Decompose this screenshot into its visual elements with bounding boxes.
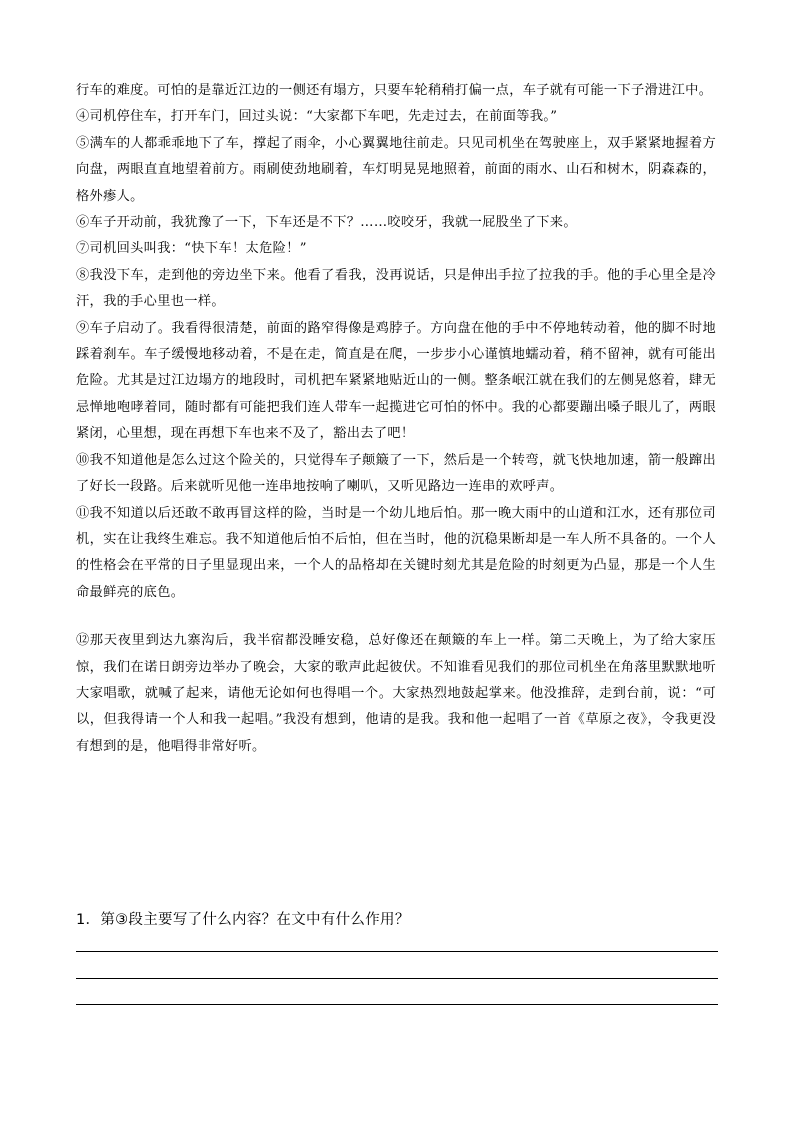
- passage: [76, 78, 716, 760]
- answer-line[interactable]: [76, 978, 718, 979]
- paragraph-8: ⑧我没下车，走到他的旁边坐下来。他看了看我，没再说话，只是伸出手拉了拉我的手。他的手心里全是冷汗，我的手心里也一样。: [76, 267, 716, 310]
- paragraph-spacer: [76, 606, 716, 628]
- answer-line[interactable]: [76, 951, 718, 952]
- paragraph-9: ⑨车子启动了。我看得很清楚，前面的路窄得像是鸡脖子。方向盘在他的手中不停地转动着，他的脚不时地踩着刹车。车子缓慢地移动着，不是在走，简直是在爬，一步步小心谨慎地蠕动着，稍不留神，就有可能出危险。尤其是过江边塌方的地段时，司机把车紧紧地贴近山的一侧。整条岷江就在我们的左侧晃悠着，肆无忌惮地咆哮着同，随时都有可能把我们连人带车一起揽进它可怕的怀中。我的心都要蹦出嗓子眼儿了，两眼紧闭，心里想，现在再想下车也来不及了，豁出去了吧！: [76, 320, 716, 442]
- paragraph-11: ⑪我不知道以后还敢不敢再冒这样的险，当时是一个幼儿地后怕。那一晚大雨中的山道和江水，还有那位司机，实在让我终生难忘。我不知道他后怕不后怕，但在当时，他的沉稳果断却是一车人所不具备的。一个人的性格会在平常的日子里显现出来，一个人的品格却在关键时刻尤其是危险的时刻更为凸显，那是一个人生命最鲜亮的底色。: [76, 505, 716, 600]
- paragraph-5: ⑤满车的人都乖乖地下了车，撑起了雨伞，小心翼翼地往前走。只见司机坐在驾驶座上，双手紧紧地握着方向盘，两眼直直地望着前方。雨刷使劲地刷着，车灯明晃晃地照着，前面的雨水、山石和树木，阴森森的，格外瘆人。: [76, 135, 716, 204]
- answer-line[interactable]: [76, 1004, 718, 1005]
- paragraph-10: ⑩我不知道他是怎么过这个险关的，只觉得车子颠簸了一下，然后是一个转弯，就飞快地加速，箭一般蹿出了好长一段路。后来就听见他一连串地按响了喇叭，又听见路边一连串的欢呼声。: [76, 452, 716, 495]
- paragraph-6: ⑥车子开动前，我犹豫了一下，下车还是不下？……咬咬牙，我就一屁股坐了下来。: [76, 215, 577, 231]
- question-1: 1．第③段主要写了什么内容？在文中有什么作用？: [76, 912, 410, 928]
- paragraph-4: ④司机停住车，打开车门，回过头说：“大家都下车吧，先走过去，在前面等我。”: [76, 109, 558, 125]
- paragraph-continuation: 行车的难度。可怕的是靠近江边的一侧还有塌方，只要车轮稍稍打偏一点，车子就有可能一下子滑进江中。: [76, 83, 713, 98]
- paragraph-7: ⑦司机回头叫我：“快下车！太危险！”: [76, 241, 307, 257]
- paragraph-12: ⑫那天夜里到达九寨沟后，我半宿都没睡安稳，总好像还在颠簸的车上一样。第二天晚上，为了给大家压惊，我们在诺日朗旁边举办了晚会，大家的歌声此起彼伏。不知谁看见我们的那位司机坐在角落里默默地听大家唱歌，就喊了起来，请他无论如何也得唱一个。大家热烈地鼓起掌来。他没推辞，走到台前，说：“可以，但我得请一个人和我一起唱。”我没有想到，他请的是我。我和他一起唱了一首《草原之夜》，令我更没有想到的是，他唱得非常好听。: [76, 633, 716, 754]
